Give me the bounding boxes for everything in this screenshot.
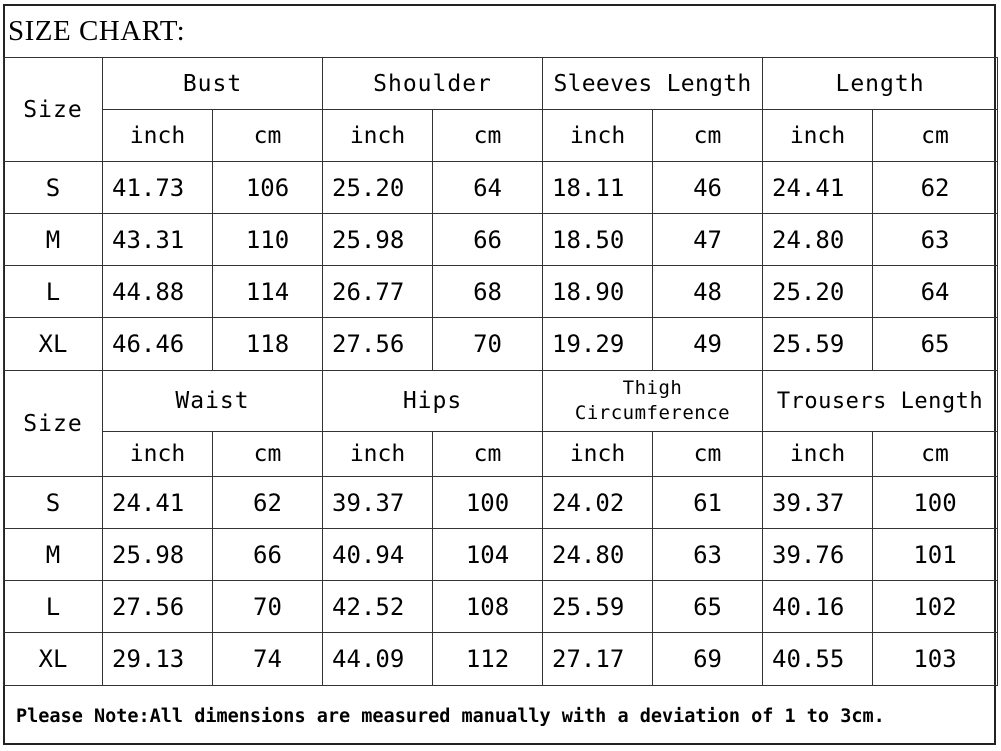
- value-cell: 40.16: [763, 581, 873, 633]
- value-cell: 19.29: [543, 318, 653, 371]
- size-cell: M: [4, 529, 103, 581]
- value-cell: 40.94: [323, 529, 433, 581]
- table-row: [4, 633, 998, 686]
- value-cell: 70: [213, 581, 323, 633]
- value-cell: 40.55: [763, 633, 873, 686]
- value-cell: 18.90: [543, 266, 653, 318]
- value-cell: 24.80: [543, 529, 653, 581]
- value-cell: 114: [213, 266, 323, 318]
- value-cell: 25.98: [103, 529, 213, 581]
- value-cell: 108: [433, 581, 543, 633]
- unit-header: inch: [763, 110, 873, 162]
- table-row: [4, 214, 998, 266]
- size-cell: L: [4, 581, 103, 633]
- value-cell: 48: [653, 266, 763, 318]
- value-cell: 42.52: [323, 581, 433, 633]
- sleeves-length-header: Sleeves Length: [543, 58, 763, 110]
- value-cell: 24.41: [103, 477, 213, 529]
- size-chart-table: [3, 57, 998, 686]
- value-cell: 49: [653, 318, 763, 371]
- value-cell: 25.20: [763, 266, 873, 318]
- size-cell: S: [4, 477, 103, 529]
- unit-header: cm: [433, 110, 543, 162]
- value-cell: 24.80: [763, 214, 873, 266]
- value-cell: 61: [653, 477, 763, 529]
- unit-header: cm: [433, 432, 543, 477]
- unit-header: inch: [543, 432, 653, 477]
- table-row: [4, 581, 998, 633]
- value-cell: 47: [653, 214, 763, 266]
- thigh-header-line2: Circumference: [574, 402, 731, 424]
- value-cell: 24.02: [543, 477, 653, 529]
- value-cell: 70: [433, 318, 543, 371]
- value-cell: 68: [433, 266, 543, 318]
- thigh-header-line1: Thigh: [622, 377, 683, 399]
- unit-header: cm: [213, 432, 323, 477]
- value-cell: 112: [433, 633, 543, 686]
- length-header: Length: [763, 58, 998, 110]
- value-cell: 25.59: [763, 318, 873, 371]
- value-cell: 106: [213, 162, 323, 214]
- shoulder-header: Shoulder: [323, 58, 543, 110]
- value-cell: 118: [213, 318, 323, 371]
- value-cell: 101: [873, 529, 998, 581]
- value-cell: 69: [653, 633, 763, 686]
- size-cell: L: [4, 266, 103, 318]
- trousers-length-header: Trousers Length: [763, 371, 998, 432]
- value-cell: 25.59: [543, 581, 653, 633]
- unit-header: cm: [653, 110, 763, 162]
- size-cell: XL: [4, 318, 103, 371]
- value-cell: 26.77: [323, 266, 433, 318]
- value-cell: 41.73: [103, 162, 213, 214]
- value-cell: 24.41: [763, 162, 873, 214]
- table-row: [4, 477, 998, 529]
- value-cell: 39.37: [763, 477, 873, 529]
- unit-header: inch: [103, 432, 213, 477]
- hips-header: Hips: [323, 371, 543, 432]
- value-cell: 62: [873, 162, 998, 214]
- value-cell: 18.11: [543, 162, 653, 214]
- value-cell: 100: [433, 477, 543, 529]
- value-cell: 66: [433, 214, 543, 266]
- value-cell: 65: [873, 318, 998, 371]
- lower-group-header-row: [4, 371, 998, 432]
- unit-header: cm: [653, 432, 763, 477]
- value-cell: 27.56: [103, 581, 213, 633]
- value-cell: 64: [873, 266, 998, 318]
- lower-unit-row: [4, 432, 998, 477]
- bust-header: Bust: [103, 58, 323, 110]
- waist-header: Waist: [103, 371, 323, 432]
- value-cell: 102: [873, 581, 998, 633]
- unit-header: inch: [543, 110, 653, 162]
- value-cell: 25.20: [323, 162, 433, 214]
- value-cell: 62: [213, 477, 323, 529]
- chart-title: SIZE CHART:: [8, 15, 186, 47]
- table-row: [4, 318, 998, 371]
- table-row: [4, 529, 998, 581]
- size-cell: M: [4, 214, 103, 266]
- upper-group-header-row: [4, 58, 998, 110]
- size-cell: S: [4, 162, 103, 214]
- upper-unit-row: [4, 110, 998, 162]
- value-cell: 39.37: [323, 477, 433, 529]
- value-cell: 66: [213, 529, 323, 581]
- value-cell: 63: [873, 214, 998, 266]
- size-cell: XL: [4, 633, 103, 686]
- value-cell: 27.56: [323, 318, 433, 371]
- value-cell: 65: [653, 581, 763, 633]
- thigh-circumference-header: [543, 371, 763, 432]
- table-row: [4, 162, 998, 214]
- value-cell: 100: [873, 477, 998, 529]
- value-cell: 46.46: [103, 318, 213, 371]
- value-cell: 103: [873, 633, 998, 686]
- value-cell: 44.09: [323, 633, 433, 686]
- unit-header: inch: [763, 432, 873, 477]
- value-cell: 64: [433, 162, 543, 214]
- value-cell: 27.17: [543, 633, 653, 686]
- unit-header: inch: [103, 110, 213, 162]
- value-cell: 44.88: [103, 266, 213, 318]
- unit-header: inch: [323, 110, 433, 162]
- value-cell: 110: [213, 214, 323, 266]
- value-cell: 29.13: [103, 633, 213, 686]
- value-cell: 25.98: [323, 214, 433, 266]
- measurement-note: Please Note:All dimensions are measured manually with a deviation of 1 to 3cm.: [16, 706, 885, 727]
- value-cell: 63: [653, 529, 763, 581]
- unit-header: cm: [873, 110, 998, 162]
- value-cell: 43.31: [103, 214, 213, 266]
- value-cell: 18.50: [543, 214, 653, 266]
- value-cell: 74: [213, 633, 323, 686]
- unit-header: inch: [323, 432, 433, 477]
- upper-size-header: Size: [4, 58, 103, 162]
- lower-size-header: Size: [4, 371, 103, 477]
- unit-header: cm: [213, 110, 323, 162]
- value-cell: 104: [433, 529, 543, 581]
- value-cell: 39.76: [763, 529, 873, 581]
- table-row: [4, 266, 998, 318]
- value-cell: 46: [653, 162, 763, 214]
- unit-header: cm: [873, 432, 998, 477]
